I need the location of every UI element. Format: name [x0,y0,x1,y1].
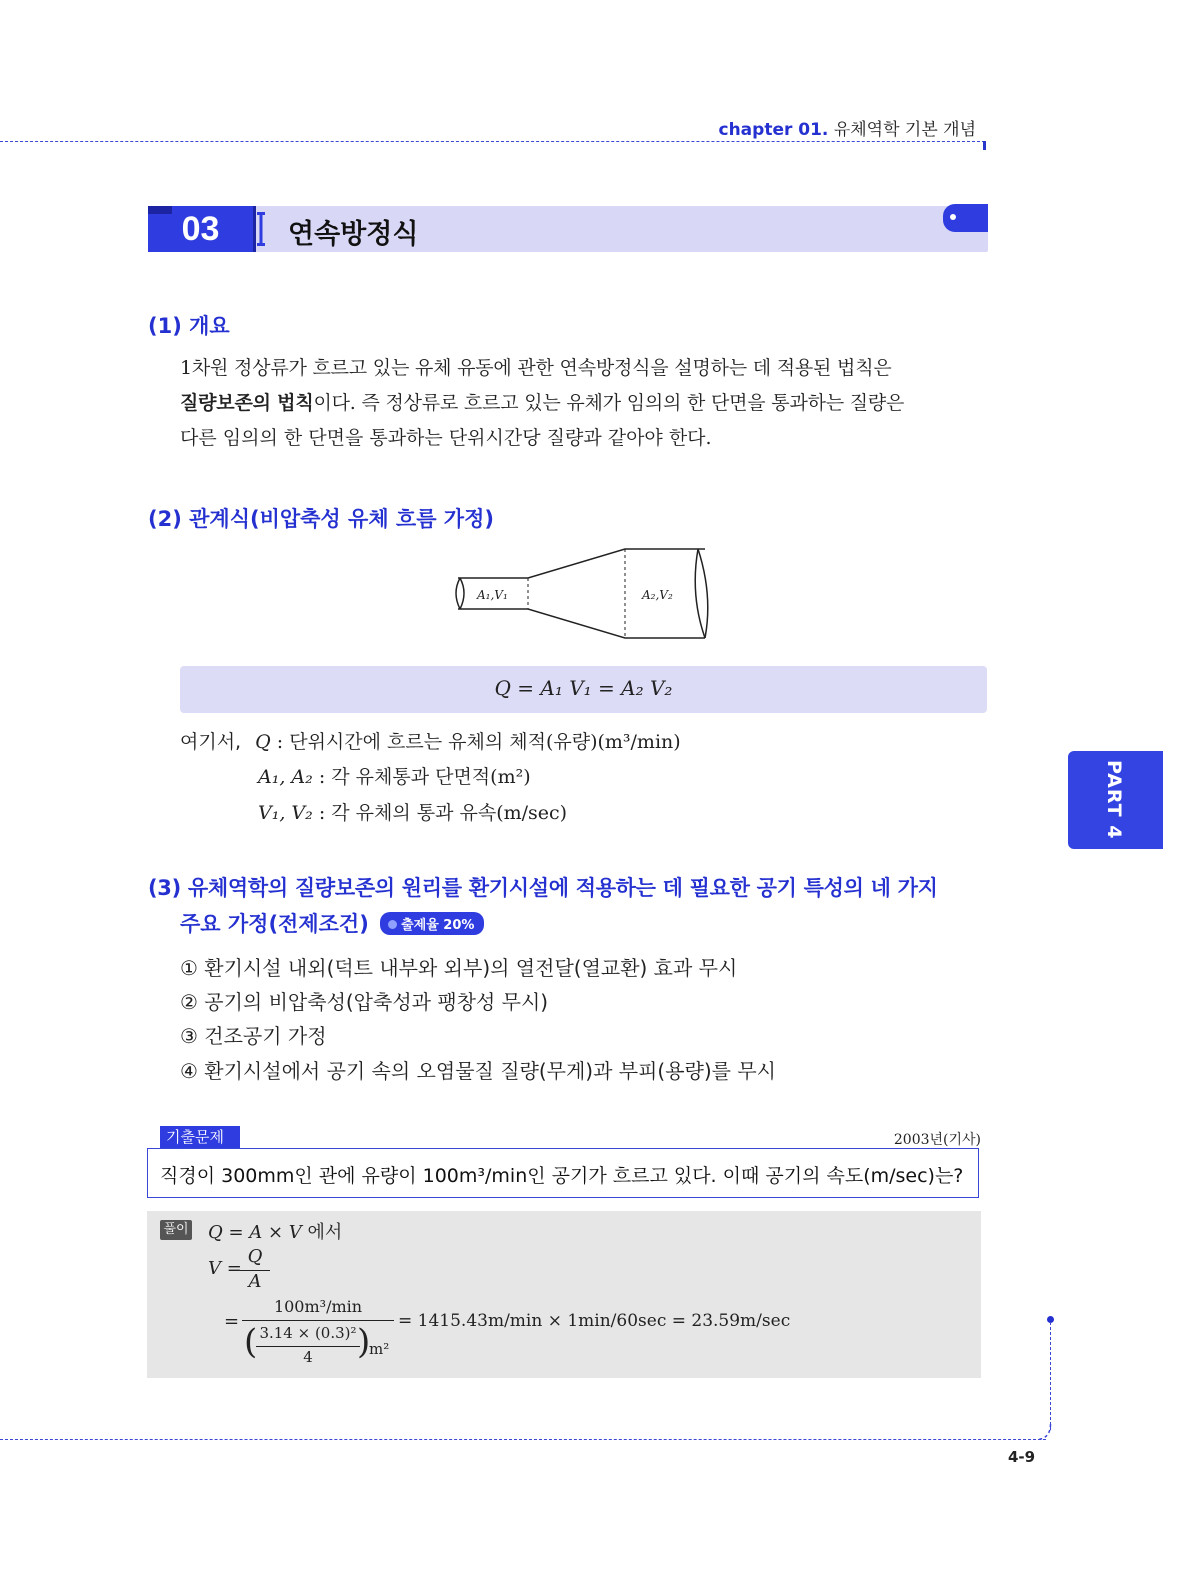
page-number: 4-9 [1008,1448,1036,1466]
inner-numerator: 3.14 × (0.3)² [259,1324,357,1342]
solution-line-1 [208,1218,342,1244]
diagram-label-section-2: A₂,V₂ [642,588,673,602]
overview-line-3: 다른 임의의 한 단면을 통과하는 단위시간당 질량과 같아야 한다. [180,427,712,449]
definition-a [258,762,531,789]
definition-v-text: : 각 유체의 통과 유속(m/sec) [318,802,568,824]
overview-line-1: 1차원 정상류가 흐르고 있는 유체 유동에 관한 연속방정식을 설명하는 데 적용된 법칙은 [180,357,892,379]
frequency-badge-label: 출제율 20% [401,918,475,933]
exam-year: 2003년(기사) [893,1132,981,1148]
header-divider [0,141,985,142]
definition-v [258,798,567,825]
inner-fraction-bar [256,1346,360,1347]
list-item: ② 공기의 비압축성(압축성과 팽창성 무시) [180,990,549,1014]
question-text: 직경이 300mm인 관에 유량이 100m³/min인 공기가 흐르고 있다. 이때 공기의 속도(m/sec)는? [160,1165,964,1187]
section-number: 03 [148,206,256,252]
fraction-2-numerator: 100m³/min [273,1297,363,1316]
exam-tag-end [236,1126,240,1148]
assumptions-heading-line-1: (3) 유체역학의 질량보존의 원리를 환기시설에 적용하는 데 필요한 공기 특성의 네 가지 [148,876,938,900]
relation-heading: (2) 관계식(비압축성 유체 흐름 가정) [148,507,494,531]
fraction-1-denominator: A [248,1271,262,1292]
denominator-unit: m² [369,1340,390,1358]
list-item: ④ 환기시설에서 공기 속의 오염물질 질량(무게)과 부피(용량)를 무시 [180,1059,776,1083]
list-item: ③ 건조공기 가정 [180,1024,327,1048]
chapter-header [719,115,977,140]
diagram-label-section-1: A₁,V₁ [477,588,508,602]
section-title-bar [148,206,988,252]
fraction-2-bar [242,1320,394,1321]
symbol-q: Q [255,731,271,753]
overview-line-2 [180,388,988,415]
solution-result: = 1415.43m/min × 1min/60sec = 23.59m/sec [398,1311,791,1331]
solution-equals: = [224,1311,240,1332]
solution-formula-suffix: 에서 [307,1222,343,1243]
part-side-tab-label: PART 4 [1103,760,1125,840]
solution-v-lhs: V = [208,1258,242,1279]
assumptions-heading-text: 주요 가정(전제조건) [180,912,369,936]
definition-q [180,727,681,754]
chapter-title: 유체역학 기본 개념 [833,120,976,140]
right-paren: ) [357,1322,371,1362]
inner-denominator: 4 [303,1348,313,1366]
header-tick [983,141,986,150]
list-item: ① 환기시설 내외(덕트 내부와 외부)의 열전달(열교환) 효과 무시 [180,956,738,980]
symbol-v: V₁, V₂ [258,802,313,824]
overview-bold-term: 질량보존의 법칙 [180,392,314,414]
chapter-label: chapter 01. [718,120,829,140]
section-title: 연속방정식 [288,219,419,250]
exam-tag: 기출문제 [160,1126,238,1148]
section-corner-dot [950,214,956,220]
solution-tag: 풀이 [160,1220,192,1240]
overview-line-2-rest: 이다. 즉 정상류로 흐르고 있는 유체가 임의의 한 단면을 통과하는 질량은 [313,392,905,414]
frequency-badge [380,912,484,935]
assumptions-heading-line-2 [180,908,484,938]
footer-vertical-line [1050,1322,1051,1430]
definition-a-text: : 각 유체통과 단면적(m²) [318,766,531,788]
continuity-equation: Q = A₁ V₁ = A₂ V₂ [494,676,673,700]
badge-dot-icon [388,920,397,929]
footer-divider [0,1439,1046,1440]
overview-heading: (1) 개요 [148,314,230,338]
where-prefix: 여기서, [180,731,242,753]
section-separator-icon [257,212,265,246]
symbol-a: A₁, A₂ [258,766,313,788]
definition-q-text: : 단위시간에 흐르는 유체의 체적(유량)(m³/min) [276,731,681,753]
fraction-1-numerator: Q [247,1246,263,1267]
solution-formula: Q = A × V [208,1222,302,1243]
section-badge-tab [148,206,172,214]
left-paren: ( [244,1322,258,1362]
